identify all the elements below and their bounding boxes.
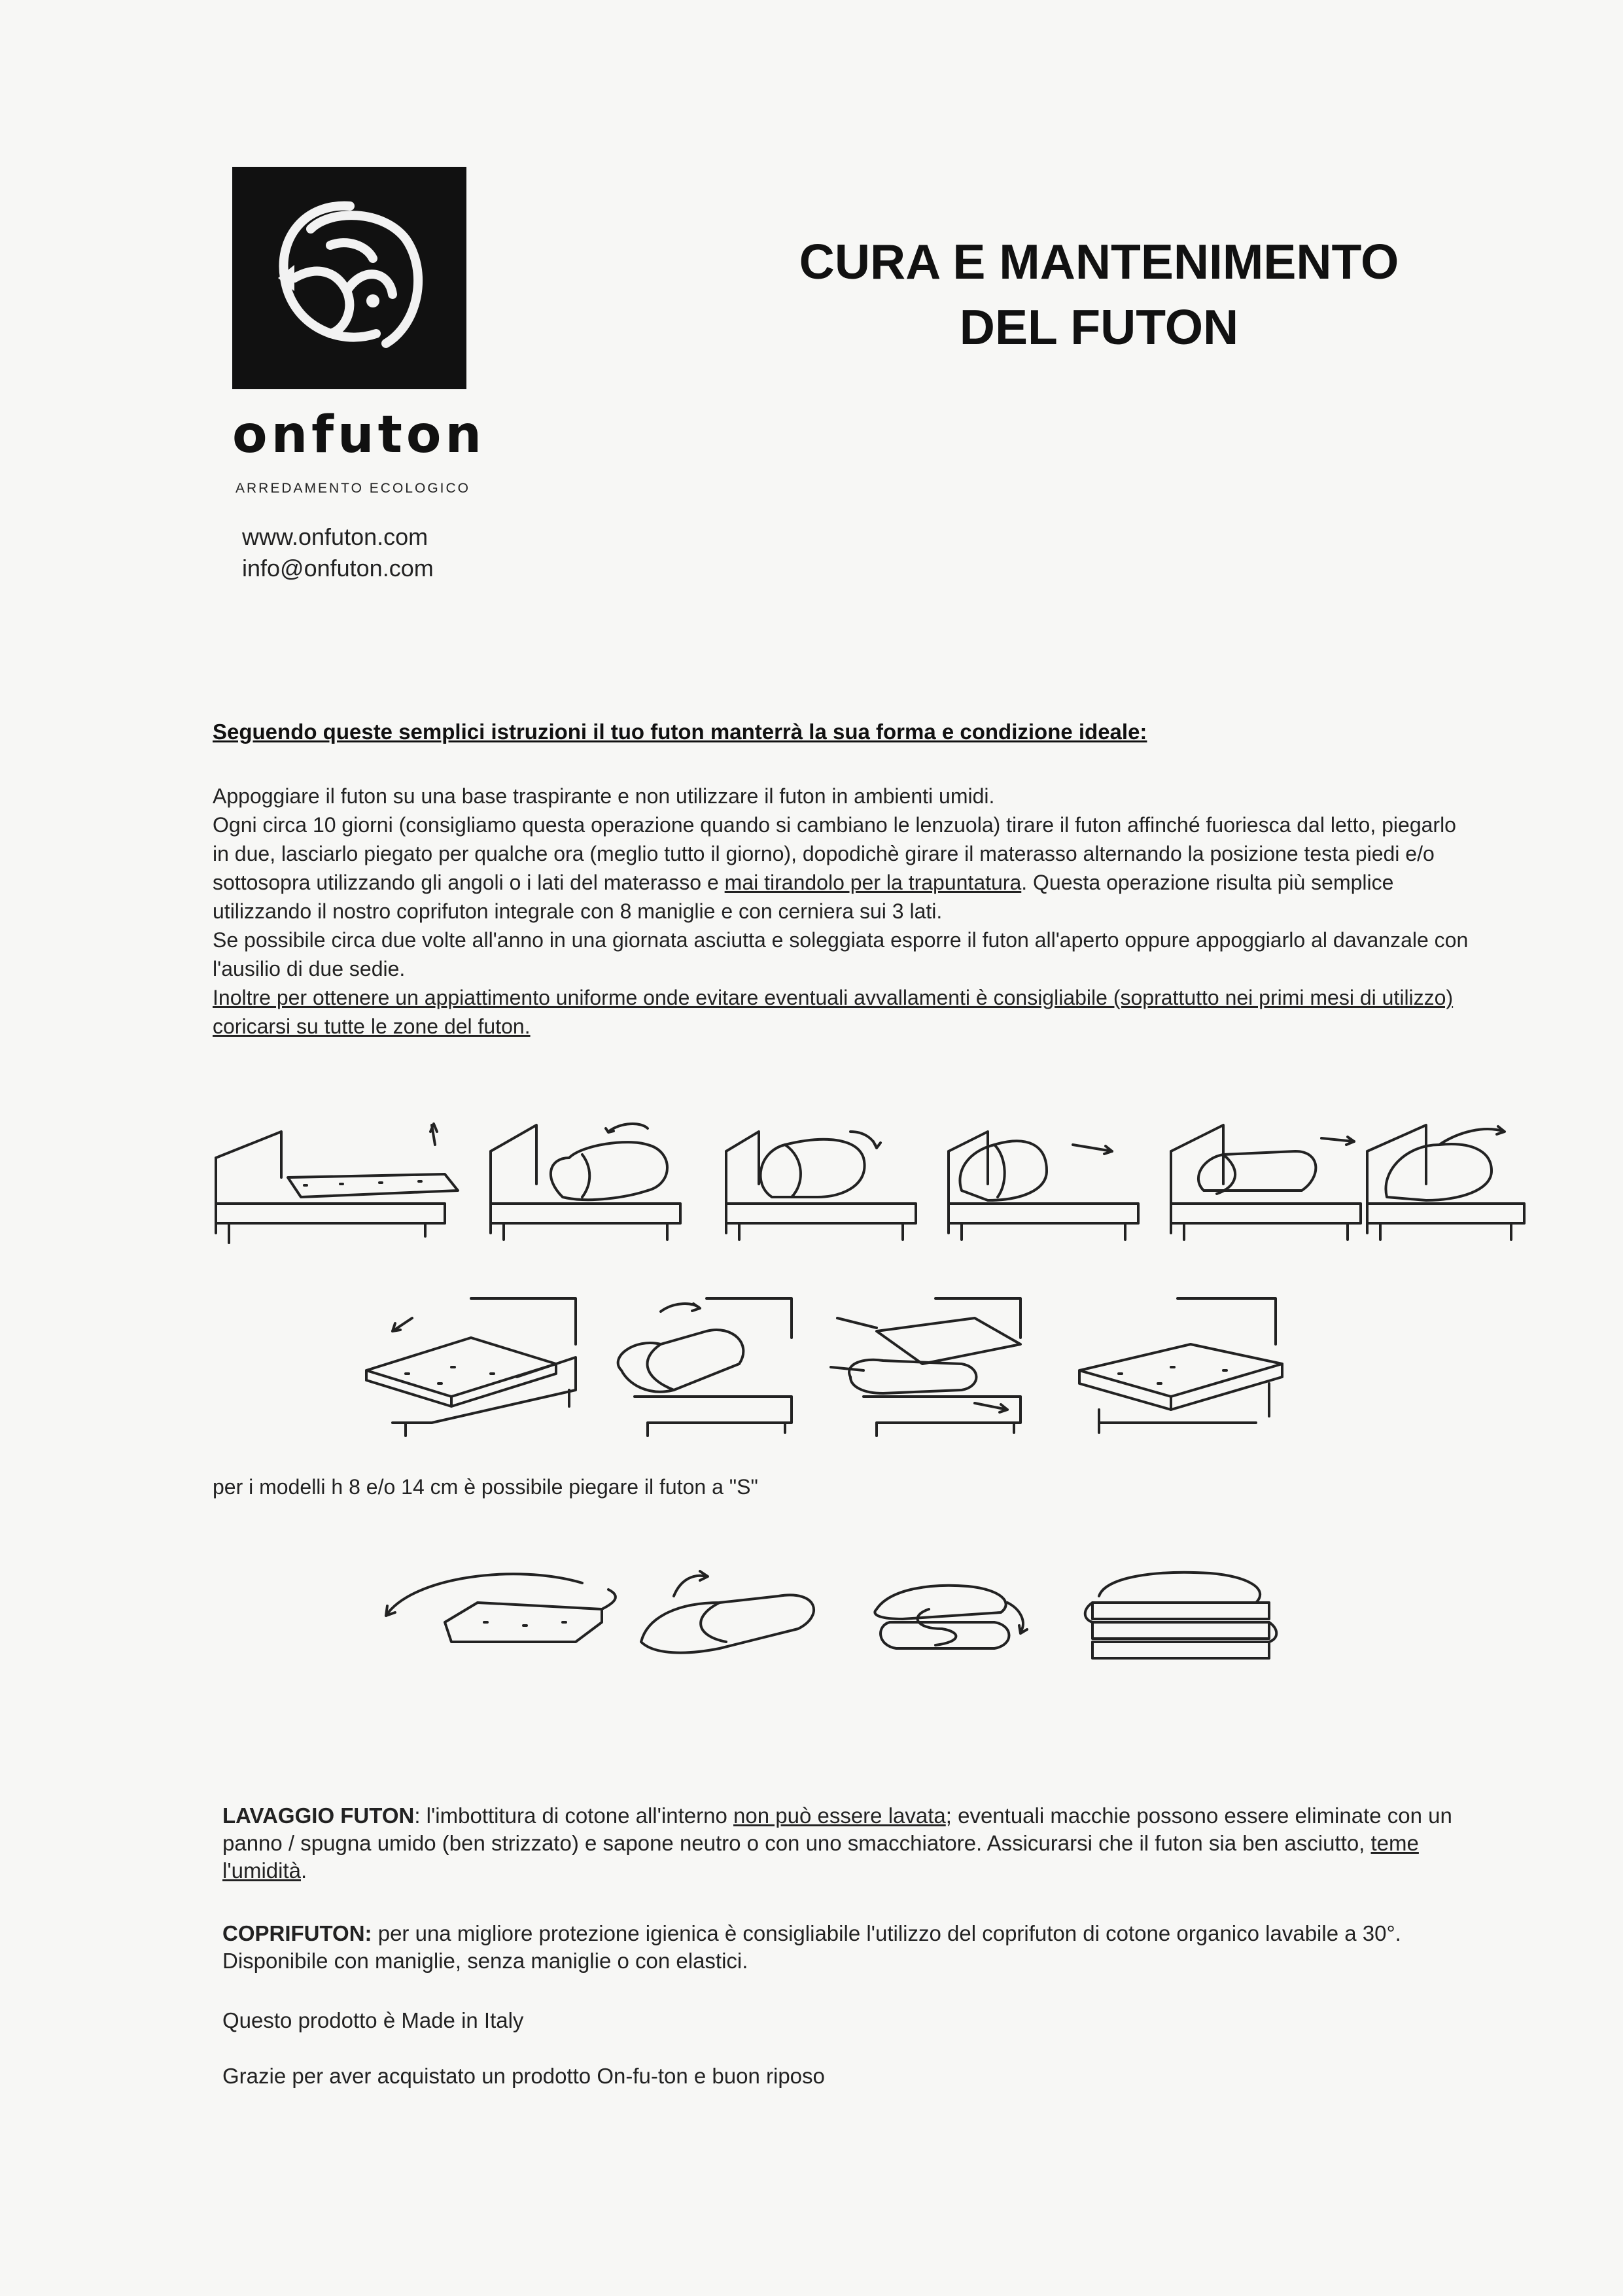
washing-text-a: : l'imbottitura di cotone all'interno xyxy=(414,1803,734,1828)
washing-section xyxy=(222,1802,1465,1885)
washing-paragraph xyxy=(222,1802,1465,1885)
s-fold-sequence-illustration xyxy=(373,1557,1321,1675)
cover-label: COPRIFUTON: xyxy=(222,1921,372,1945)
made-in-italy: Questo prodotto è Made in Italy xyxy=(222,2008,524,2032)
instruction-2-underlined: mai tirandolo per la trapuntatura xyxy=(724,871,1022,894)
instruction-4: Inoltre per ottenere un appiattimento uniforme onde evitare eventuali avvallamenti è consigliabile (soprattutto nei primi mesi di utilizzo) coricarsi su tutte le zone del futon. xyxy=(213,986,1454,1038)
washing-label: LAVAGGIO FUTON xyxy=(222,1803,415,1828)
s-fold-note: per i modelli h 8 e/o 14 cm è possibile piegare il futon a "S" xyxy=(213,1475,758,1499)
s-fold-step-3-icon xyxy=(875,1586,1027,1648)
cover-section xyxy=(222,1920,1465,1975)
instructions-block xyxy=(213,782,1475,1041)
instruction-2 xyxy=(213,810,1475,926)
bed-step-2-icon xyxy=(491,1124,680,1240)
bed-step-10-icon xyxy=(1079,1298,1282,1433)
bed-step-1-icon xyxy=(216,1124,458,1243)
washing-underlined-2: teme l'umidità xyxy=(222,1831,1419,1883)
bed-step-4-icon xyxy=(949,1132,1138,1240)
instruction-3: Se possibile circa due volte all'anno in una giornata asciutta e soleggiata esporre il futon all'aperto oppure appoggiarlo al davanzale con l'ausilio di due sedie. xyxy=(213,928,1469,981)
bed-step-3-icon xyxy=(726,1132,916,1240)
cover-text: per una migliore protezione igienica è consigliabile l'utilizzo del coprifuton di cotone organico lavabile a 30°. Disponibile con maniglie, senza maniglie o con elastici. xyxy=(222,1921,1401,1973)
intro-heading: Seguendo queste semplici istruzioni il tuo futon manterrà la sua forma e condizione ideale: xyxy=(213,720,1147,744)
s-fold-step-2-icon xyxy=(641,1571,814,1653)
brand-name: onfuton xyxy=(232,406,485,464)
brand-tagline: ARREDAMENTO ECOLOGICO xyxy=(236,481,470,496)
website-link[interactable]: www.onfuton.com xyxy=(242,523,428,550)
thanks-note: Grazie per aver acquistato un prodotto On-fu-ton e buon riposo xyxy=(222,2064,825,2088)
bed-step-6-icon xyxy=(1367,1125,1524,1240)
bed-step-9-icon xyxy=(831,1298,1021,1436)
title-line-1: CURA E MANTENIMENTO xyxy=(799,234,1399,289)
bed-step-7-icon xyxy=(366,1298,576,1436)
bed-futon-folding-sequence-2-illustration xyxy=(353,1292,1374,1449)
onfuton-logo-icon xyxy=(232,167,466,389)
logo-box xyxy=(232,167,466,389)
washing-text-c: . xyxy=(301,1858,307,1883)
cover-paragraph xyxy=(222,1920,1465,1975)
bed-futon-folding-sequence-1-illustration xyxy=(209,1105,1531,1295)
s-fold-step-1-icon xyxy=(386,1574,616,1642)
bed-step-5-icon xyxy=(1171,1125,1361,1240)
instruction-1: Appoggiare il futon su una base traspirante e non utilizzare il futon in ambienti umidi. xyxy=(213,784,995,808)
page-title xyxy=(680,229,1518,360)
s-fold-step-4-icon xyxy=(1085,1573,1277,1658)
washing-underlined-1: non può essere lavata xyxy=(733,1803,946,1828)
bed-step-8-icon xyxy=(618,1298,792,1436)
washing-text-b: ; eventuali macchie possono essere eliminate con un panno / spugna umido (ben strizzato) e sapone neutro o con uno smacchiatore. Assicurarsi che il futon sia ben asciutto, xyxy=(222,1803,1452,1855)
email-link[interactable]: info@onfuton.com xyxy=(242,555,434,582)
instruction-2-text-a: Ogni circa 10 giorni (consigliamo questa operazione quando si cambiano le lenzuola) tirare il futon affinché fuoriesca dal letto, piegarlo in due, lasciarlo piegato per qualche ora (meglio tutto il giorno), dopodichè girare il materasso alternando la posizione testa piedi e/o sottosopra utilizzando gli angoli o i lati del materasso e xyxy=(213,813,1456,894)
instruction-2-text-b: . Questa operazione risulta più semplice utilizzando il nostro coprifuton integrale con 8 maniglie e con cerniera sui 3 lati. xyxy=(213,871,1394,923)
title-line-2: DEL FUTON xyxy=(959,300,1239,355)
